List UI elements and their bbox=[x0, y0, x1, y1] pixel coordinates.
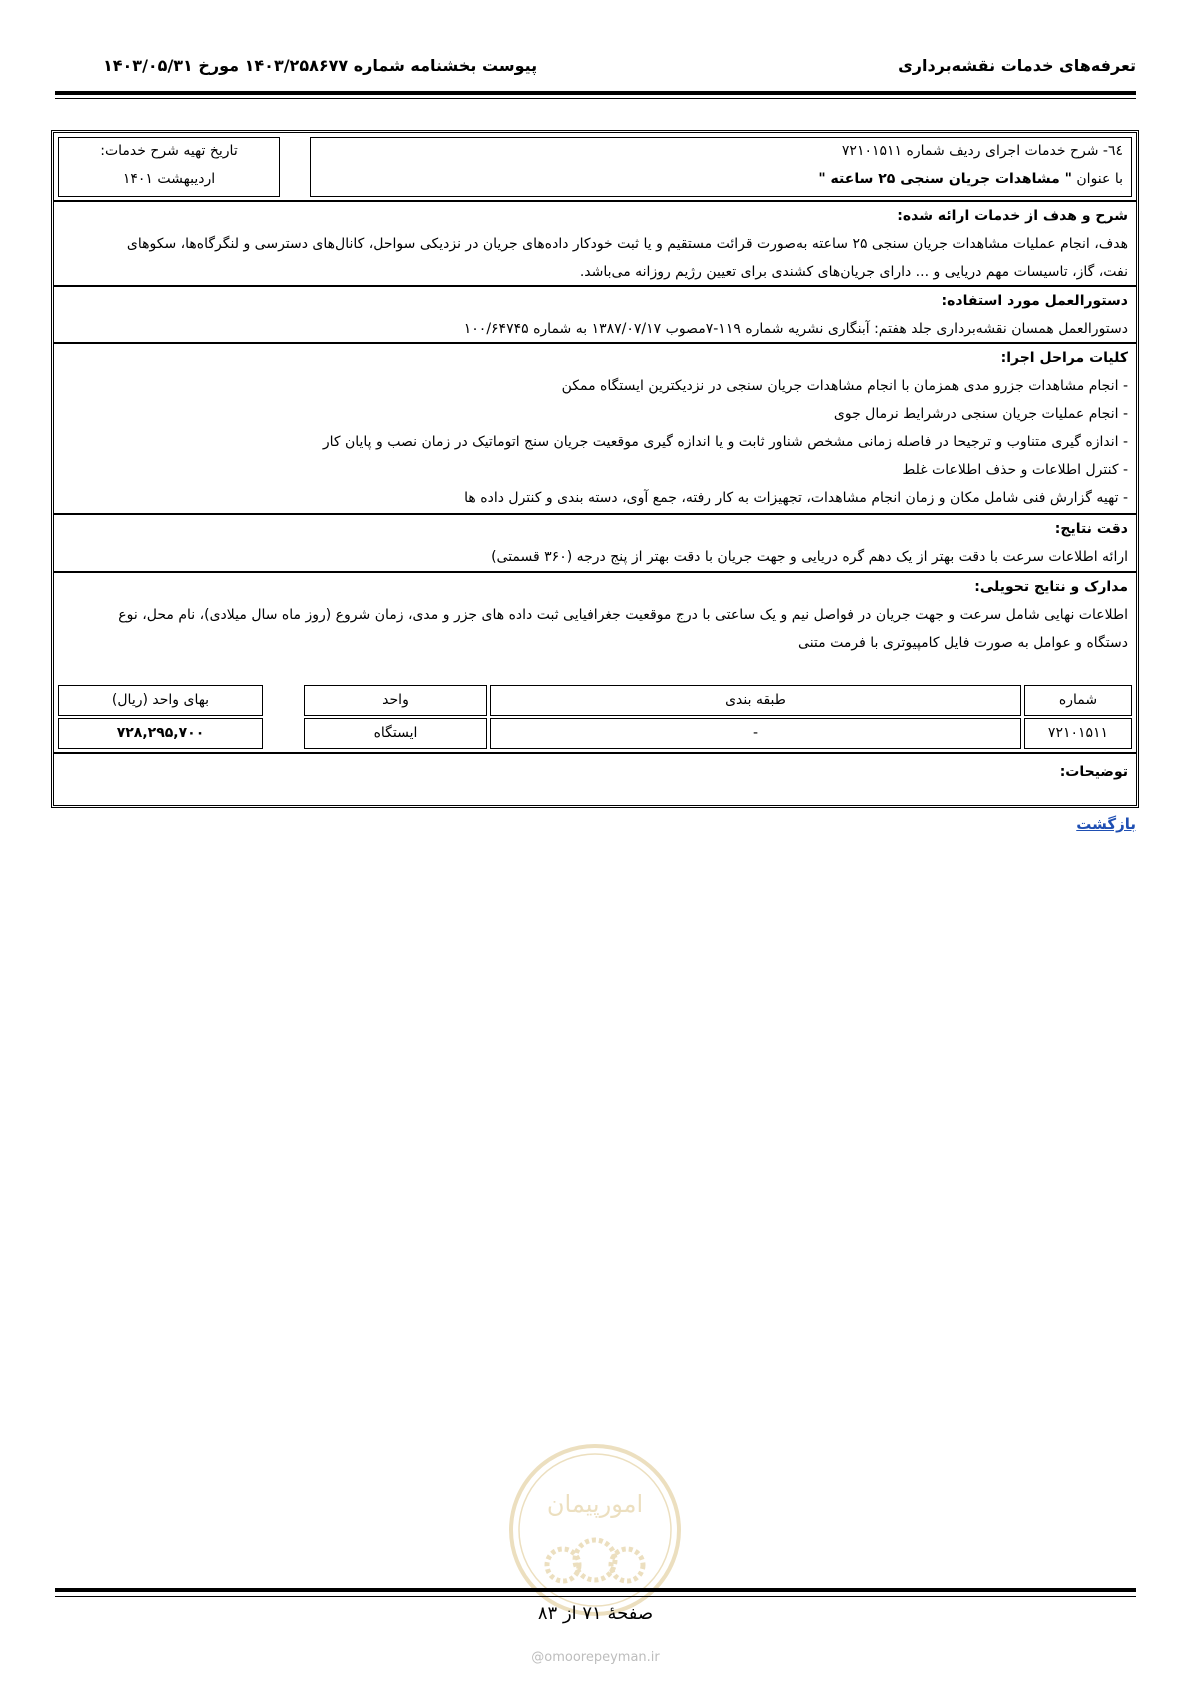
service-date-label: تاریخ تهیه شرح خدمات: bbox=[100, 143, 238, 159]
steps-heading: کلیات مراحل اجرا: bbox=[1000, 350, 1128, 366]
service-date-cell bbox=[58, 137, 280, 197]
service-date-value: اردیبهشت ۱۴۰۱ bbox=[122, 171, 216, 187]
steps-section bbox=[54, 344, 1136, 515]
deliverables-heading: مدارک و نتایج تحویلی: bbox=[974, 579, 1128, 595]
instruction-section bbox=[54, 287, 1136, 344]
table-row-number bbox=[1024, 718, 1132, 749]
instruction-heading: دستورالعمل مورد استفاده: bbox=[941, 293, 1128, 309]
price-table bbox=[54, 685, 1136, 749]
table-header-unit bbox=[304, 685, 487, 716]
instruction-text: دستورالعمل همسان نقشه‌برداری جلد هفتم: آبنگاری نشریه شماره ۱۱۹-۷مصوب ۱۳۸۷/۰۷/۱۷ به شماره ۱۰۰/۶۴۷۴۵ bbox=[463, 321, 1128, 337]
table-header-unit-label: واحد bbox=[382, 692, 409, 708]
service-title-prefix: با عنوان bbox=[1071, 171, 1123, 187]
table-header-classification-label: طبقه بندی bbox=[725, 692, 786, 708]
seal-watermark-icon bbox=[505, 1440, 685, 1620]
table-row-classification bbox=[490, 718, 1021, 749]
step-item: - کنترل اطلاعات و حذف اطلاعات غلط bbox=[902, 462, 1128, 478]
header-rule-thick bbox=[55, 91, 1136, 95]
service-title bbox=[319, 165, 1123, 194]
description-heading: شرح و هدف از خدمات ارائه شده: bbox=[897, 208, 1128, 224]
table-header-classification bbox=[490, 685, 1021, 716]
deliverables-line-1: اطلاعات نهایی شامل سرعت و جهت جریان در فواصل نیم و یک ساعتی با درج موقعیت جغرافیایی ثبت داده های جزر و مدی، زمان شروع (روز ماه سال میلادی)، نام محل، نوع bbox=[118, 607, 1128, 623]
description-line-2: نفت، گاز، تاسیسات مهم دریایی و ... دارای جریان‌های کشندی برای تعیین رژیم روزانه می‌باشد. bbox=[579, 264, 1128, 280]
page-number: صفحۀ ۷۱ از ۸۳ bbox=[537, 1603, 654, 1624]
document-title: تعرفه‌های خدمات نقشه‌برداری bbox=[898, 56, 1136, 75]
header-rule-thin bbox=[55, 98, 1136, 99]
table-header-number bbox=[1024, 685, 1132, 716]
svg-text:امورپیمان: امورپیمان bbox=[546, 1490, 644, 1518]
table-cell-unit: ایستگاه bbox=[373, 725, 418, 741]
circular-reference: پیوست بخشنامه شماره ۱۴۰۳/۲۵۸۶۷۷ مورخ ۱۴۰۳/۰۵/۳۱ bbox=[103, 56, 538, 75]
table-header-price-label: بهای واحد (ریال) bbox=[111, 692, 210, 708]
notes-section bbox=[54, 754, 1136, 804]
description-section bbox=[54, 202, 1136, 287]
table-row-unit bbox=[304, 718, 487, 749]
step-item: - اندازه گیری متناوب و ترجیحا در فاصله زمانی مشخص شناور ثابت و یا اندازه گیری موقعیت جریان سنج اتوماتیک در زمان نصب و پایان کار bbox=[322, 434, 1128, 450]
page-header bbox=[55, 56, 1136, 86]
service-title-row bbox=[54, 133, 1136, 201]
footer-rule-thin bbox=[55, 1596, 1136, 1597]
table-header-number-label: شماره bbox=[1058, 692, 1098, 708]
description-line-1: هدف، انجام عملیات مشاهدات جریان سنجی ۲۵ ساعته به‌صورت قرائت مستقیم و یا ثبت خودکار داده‌های جریان در نزدیکی سواحل، کانال‌های دسترسی و لنگرگاه‌ها، سکوهای bbox=[126, 236, 1128, 252]
step-item: - تهیه گزارش فنی شامل مکان و زمان انجام مشاهدات، تجهیزات به کار رفته، جمع آوی، دسته بندی و کنترل داده ها bbox=[464, 490, 1128, 506]
step-item: - انجام عملیات جریان سنجی درشرایط نرمال جوی bbox=[833, 406, 1128, 422]
website-watermark: @omoorepeyman.ir bbox=[531, 1650, 660, 1665]
table-cell-classification: - bbox=[752, 725, 759, 741]
table-cell-price: ۷۲۸,۲۹۵,۷۰۰ bbox=[116, 725, 205, 741]
service-title-name: " مشاهدات جریان سنجی ۲۵ ساعته " bbox=[818, 171, 1072, 187]
deliverables-line-2: دستگاه و عوامل به صورت فایل کامپیوتری با فرمت متنی bbox=[798, 635, 1128, 651]
service-title-cell bbox=[310, 137, 1132, 197]
table-row-price bbox=[58, 718, 263, 749]
service-form bbox=[51, 130, 1139, 808]
accuracy-heading: دقت نتایج: bbox=[1054, 521, 1128, 537]
accuracy-section bbox=[54, 515, 1136, 573]
back-link[interactable]: بازگشت bbox=[1076, 815, 1136, 833]
footer-rule-thick bbox=[55, 1588, 1136, 1592]
table-header-price bbox=[58, 685, 263, 716]
notes-heading: توضیحات: bbox=[1059, 764, 1128, 780]
step-item: - انجام مشاهدات جزرو مدی همزمان با انجام مشاهدات جریان سنجی در نزدیکترین ایستگاه ممکن bbox=[561, 378, 1128, 394]
deliverables-section bbox=[54, 573, 1136, 658]
accuracy-text: ارائه اطلاعات سرعت با دقت بهتر از یک دهم گره دریایی و جهت جریان با دقت بهتر از پنج درجه (۳۶۰ قسمتی) bbox=[491, 549, 1128, 565]
table-cell-number: ۷۲۱۰۱۵۱۱ bbox=[1047, 725, 1109, 741]
service-row-number: ٦٤- شرح خدمات اجرای ردیف شماره ۷۲۱۰۱۵۱۱ bbox=[841, 143, 1123, 159]
